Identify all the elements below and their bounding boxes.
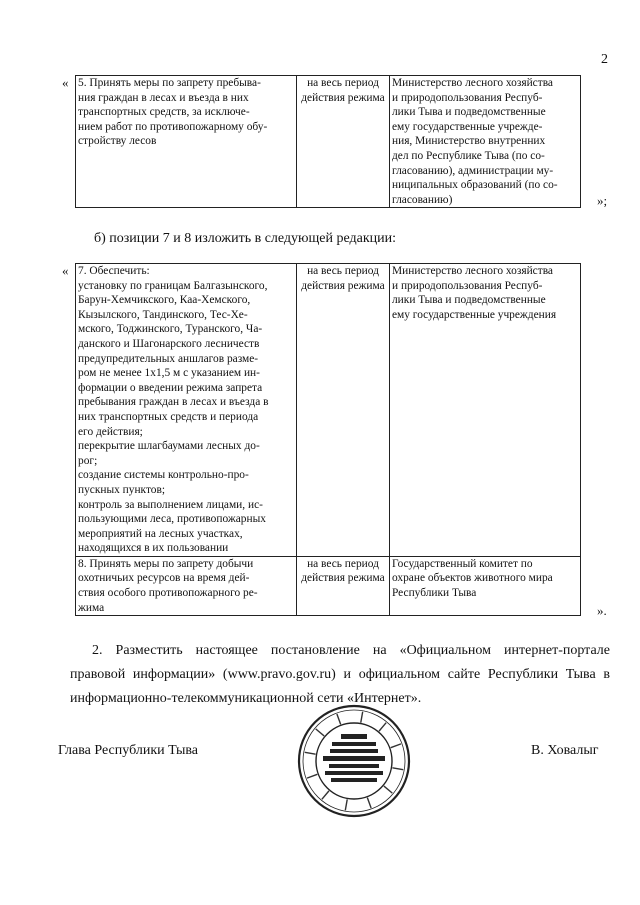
cell-line: мского, Тоджинского, Туранского, Ча-	[78, 323, 263, 336]
signature-title: Глава Республики Тыва	[58, 743, 199, 758]
executor-cell	[390, 76, 581, 208]
cell-line: ствия особого противопожарного ре-	[78, 587, 258, 600]
cell-line: 7. Обеспечить:	[78, 265, 150, 277]
cell-line: и природопользования Респуб-	[392, 279, 543, 292]
cell-line: лики Тыва и подведомственные	[392, 106, 546, 119]
cell-line: них транспортных средств и периода	[78, 410, 259, 423]
cell-line: охране объектов животного мира	[392, 572, 553, 585]
cell-line: на весь период	[307, 265, 379, 277]
cell-line: жима	[78, 601, 105, 614]
cell-line: ром не менее 1х1,5 м с указанием ин-	[78, 367, 260, 380]
cell-line: гласованию), администрации му-	[392, 164, 554, 177]
cell-line: 5. Принять меры по запрету пребыва-	[78, 77, 261, 89]
cell-line: действия режима	[301, 91, 385, 104]
table-row	[76, 556, 581, 615]
close-quote-1: »;	[597, 193, 608, 208]
cell-line: действия режима	[301, 279, 385, 292]
cell-line: Министерство лесного хозяйства	[392, 77, 553, 89]
position-text-cell	[76, 556, 297, 615]
cell-line: ния граждан в лесах и въезда в них	[78, 91, 249, 104]
cell-line: на весь период	[307, 77, 379, 89]
cell-line: данского и Шагонарского лесничеств	[78, 337, 260, 350]
close-quote-2: ».	[597, 603, 607, 618]
cell-line: мероприятий на лесных участках,	[78, 527, 243, 540]
executor-cell	[390, 556, 581, 615]
cell-line: формации о введении режима запрета	[78, 381, 263, 394]
cell-line: создание системы контрольно-про-	[78, 469, 249, 482]
period-cell	[297, 556, 390, 615]
cell-line: ему государственные учрежде-	[392, 120, 543, 133]
table-positions-7-8	[75, 263, 581, 616]
cell-line: ниципальных образований (по со-	[392, 179, 558, 192]
table-positions-5	[75, 75, 581, 208]
cell-line: ему государственные учреждения	[392, 308, 557, 321]
cell-line: лики Тыва и подведомственные	[392, 294, 546, 307]
cell-line: Министерство лесного хозяйства	[392, 265, 553, 277]
period-cell	[297, 264, 390, 557]
cell-line: Государственный комитет по	[392, 557, 533, 570]
cell-line: рог;	[78, 454, 98, 467]
cell-line: нием работ по противопожарному обу-	[78, 120, 268, 133]
cell-line: контроль за выполнением лицами, ис-	[78, 498, 263, 511]
cell-line: пребывания граждан в лесах и въезда в	[78, 396, 269, 409]
page-number: 2	[601, 52, 608, 67]
cell-line: ния, Министерство внутренних	[392, 135, 546, 148]
cell-line: находящихся в их пользовании	[78, 542, 229, 555]
cell-line: перекрытие шлагбаумами лесных до-	[78, 440, 260, 453]
cell-line: стройству лесов	[78, 135, 157, 148]
cell-line: дел по Республике Тыва (по со-	[392, 149, 545, 162]
paragraph-2	[70, 639, 610, 711]
cell-line: установку по границам Балгазынского,	[78, 279, 268, 292]
table-row	[76, 264, 581, 557]
cell-line: пускных пунктов;	[78, 483, 166, 496]
table-row	[76, 76, 581, 208]
period-cell	[297, 76, 390, 208]
cell-line: действия режима	[301, 572, 385, 585]
open-quote-1: «	[62, 75, 69, 90]
cell-line: охотничьих ресурсов на время дей-	[78, 572, 250, 585]
position-text-cell	[76, 76, 297, 208]
signature-name: В. Ховалыг	[531, 743, 599, 758]
executor-cell	[390, 264, 581, 557]
open-quote-2: «	[62, 263, 69, 278]
cell-line: транспортных средств, за исключе-	[78, 106, 250, 119]
cell-line: предупредительных аншлагов разме-	[78, 352, 259, 365]
cell-line: 8. Принять меры по запрету добычи	[78, 557, 254, 570]
cell-line: Кызылского, Тандинского, Тес-Хе-	[78, 308, 248, 321]
cell-line: пользующими леса, противопожарных	[78, 513, 266, 526]
cell-line: на весь период	[307, 557, 379, 570]
cell-line: и природопользования Респуб-	[392, 91, 543, 104]
cell-line: гласованию)	[392, 193, 453, 206]
official-seal	[296, 703, 412, 819]
cell-line: Республики Тыва	[392, 587, 477, 600]
paragraph-2-text: 2. Разместить настоящее постановление на «Официальном интернет-портале правовой информации» (www.pravo.gov.ru) и официальном сайте Республики Тыва в информационно-телекоммуникационной сети «Интернет».	[70, 643, 610, 706]
position-text-cell	[76, 264, 297, 557]
cell-line: Барун-Хемчикского, Каа-Хемского,	[78, 294, 251, 307]
cell-line: его действия;	[78, 425, 143, 438]
subheading: б) позиции 7 и 8 изложить в следующей редакции:	[94, 231, 397, 246]
